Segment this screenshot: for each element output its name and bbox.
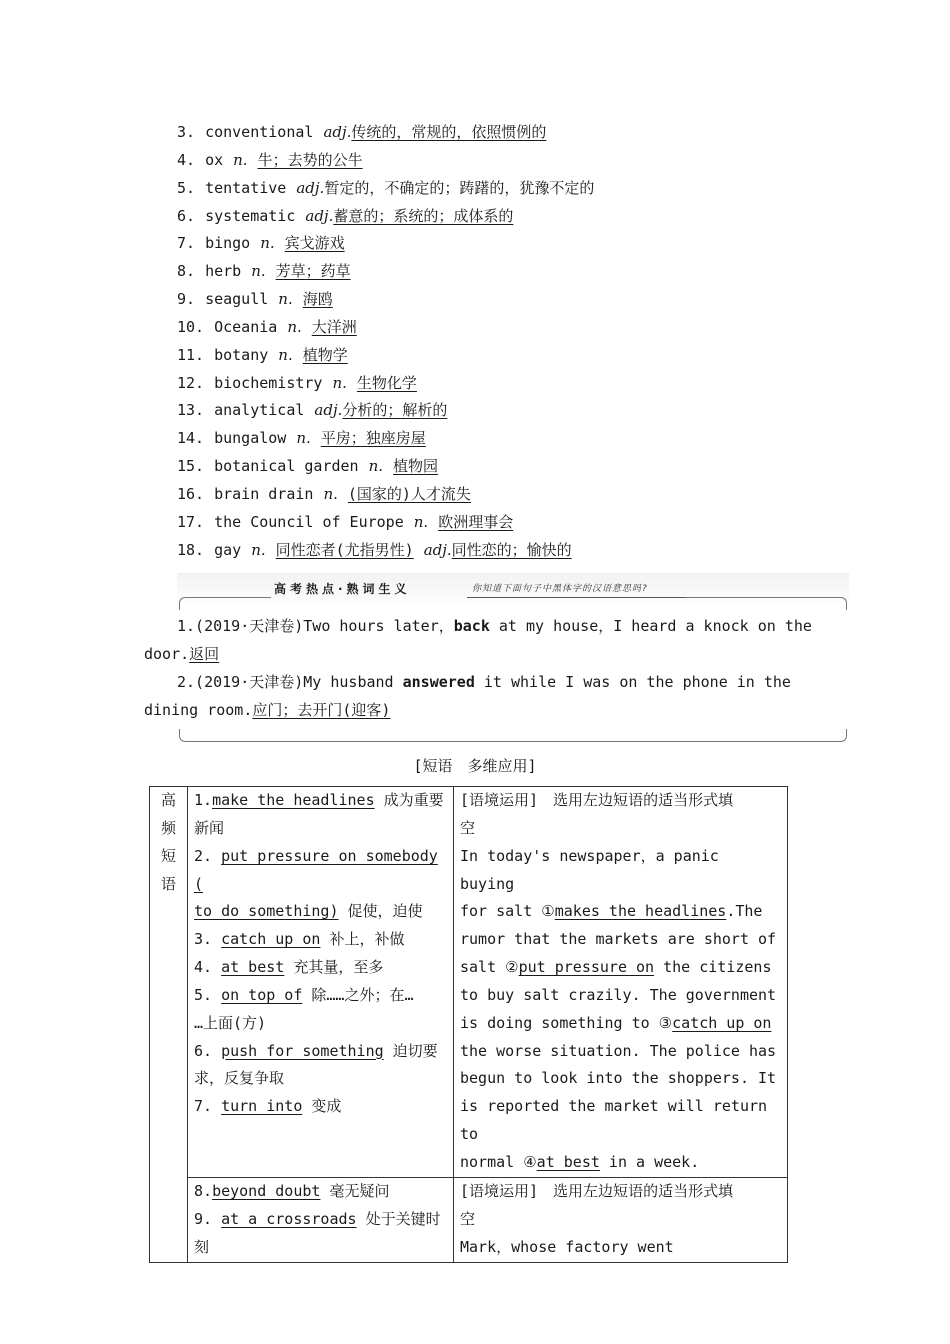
phrase-line [194, 815, 447, 843]
vocab-word: seagull [205, 290, 269, 309]
item-number: 5. [177, 178, 196, 197]
sentence-text: 1.(2019·天津卷)Two hours later， [177, 617, 454, 635]
passage-text: is reported the market will return to [460, 1097, 768, 1144]
item-number: 17. [177, 512, 205, 531]
vocab-item [177, 537, 857, 565]
subtitle-rule [467, 597, 685, 598]
part-of-speech: adj. [423, 540, 452, 559]
item-number: 4. [177, 150, 196, 169]
item-number: 3. [177, 123, 196, 141]
phrase-list-cell [188, 1177, 454, 1262]
sentence-text: door. [144, 644, 190, 663]
passage-line [460, 982, 781, 1010]
footer-line [185, 741, 841, 742]
meaning: 蓄意的；系统的；成体系的 [333, 206, 514, 225]
vocab-item [177, 175, 857, 203]
vocab-item [177, 342, 857, 370]
table-row [150, 787, 788, 1178]
header-line-left [185, 597, 271, 598]
vocab-item [177, 370, 857, 398]
phrase-meaning: 变成 [302, 1097, 342, 1116]
passage-line [460, 898, 781, 926]
item-number: 1. [194, 791, 213, 809]
part-of-speech: n. [260, 234, 275, 253]
context-exercise-cell [454, 1177, 788, 1262]
part-of-speech: adj. [323, 123, 352, 141]
item-number: 2. [194, 846, 222, 865]
passage-text: rumor that the markets are short of [460, 930, 777, 949]
meaning: 平房；独座房屋 [320, 429, 426, 448]
meaning: 分析的；解析的 [342, 401, 448, 420]
vocab-item [177, 147, 857, 175]
answer: 应门；去开门(迎客) [252, 700, 391, 719]
item-number: 14. [177, 429, 205, 448]
part-of-speech: n. [278, 345, 293, 364]
vocab-word: herb [205, 262, 242, 281]
phrase-line [194, 926, 447, 954]
phrase-line [194, 1010, 447, 1038]
part-of-speech: n. [233, 150, 248, 169]
sentence-text: dining room. [144, 700, 253, 719]
phrase-meaning: 迫切要 [383, 1041, 438, 1060]
category-cell [150, 787, 188, 1263]
vocab-word: conventional [205, 123, 314, 141]
instruction: [语境运用] 选用左边短语的适当形式填 [460, 1181, 734, 1200]
meaning: 生物化学 [356, 373, 417, 392]
hot-topic-footer [177, 726, 849, 744]
answer: at best [536, 1152, 600, 1171]
category-char: 短 [160, 846, 176, 865]
passage-line [460, 1038, 781, 1066]
meaning: 芳草；药草 [275, 262, 351, 281]
vocab-item [177, 230, 857, 258]
part-of-speech: n. [296, 429, 311, 448]
meaning: (国家的)人才流失 [347, 484, 471, 503]
phrase-line [194, 1065, 447, 1093]
passage-text: normal ④ [460, 1152, 537, 1171]
item-number: 9. [194, 1209, 222, 1228]
vocab-item [177, 509, 857, 537]
phrase-line [194, 898, 447, 926]
meaning: 牛；去势的公牛 [257, 150, 363, 169]
passage-line [460, 954, 781, 982]
phrase: on top of [221, 985, 303, 1004]
phrase-line [194, 1206, 447, 1234]
item-number: 10. [177, 317, 205, 336]
item-number: 8. [194, 1181, 213, 1200]
item-number: 4. [194, 958, 222, 977]
vocab-item [177, 453, 857, 481]
exam-sentence [144, 613, 816, 641]
answer: makes the headlines [554, 902, 727, 921]
exam-sentence-continued [144, 697, 816, 725]
passage-line [460, 1149, 781, 1177]
exam-sentence [144, 669, 816, 697]
item-number: 18. [177, 540, 205, 559]
part-of-speech: n. [413, 512, 429, 531]
passage-line [460, 926, 781, 954]
vocab-word: bingo [205, 234, 251, 253]
part-of-speech: adj. [314, 401, 343, 420]
vocab-word: systematic [205, 206, 296, 225]
part-of-speech: n. [251, 540, 266, 559]
vocab-word: botanical garden [214, 457, 359, 476]
meaning: 宾戈游戏 [284, 234, 345, 253]
part-of-speech: n. [368, 457, 384, 476]
phrase-meaning: 新闻 [194, 818, 225, 837]
phrases-table [149, 786, 788, 1263]
vocab-word: biochemistry [214, 373, 323, 392]
phrase: beyond doubt [212, 1181, 321, 1200]
item-number: 5. [194, 985, 222, 1004]
part-of-speech: n. [332, 373, 347, 392]
phrase: put pressure on somebody ( [194, 846, 438, 893]
phrase: turn into [221, 1097, 303, 1116]
sentence-text: at my house，I heard a knock on the [489, 617, 812, 635]
item-number: 9. [177, 290, 196, 309]
vocab-item [177, 425, 857, 453]
item-number: 13. [177, 401, 205, 420]
phrase-line [194, 787, 447, 815]
vocab-item [177, 481, 857, 509]
phrase: make the headlines [212, 791, 375, 809]
phrase-line [194, 1178, 447, 1206]
passage-text: .The [726, 902, 763, 921]
passage-line [460, 1010, 781, 1038]
meaning: 传统的，常规的，依照惯例的 [351, 123, 547, 141]
phrase-meaning: 成为重要 [374, 791, 444, 809]
vocabulary-list [177, 119, 857, 565]
vocab-word: Oceania [214, 317, 278, 336]
phrase-meaning: 处于关键时 [356, 1209, 441, 1228]
meaning: 欧洲理事会 [438, 512, 514, 531]
passage-text: in a week. [599, 1152, 700, 1171]
phrase-line [194, 982, 447, 1010]
item-number: 7. [194, 1097, 222, 1116]
phrase: catch up on [221, 930, 321, 949]
vocab-word: botany [214, 345, 269, 364]
phrase-meaning: 刻 [194, 1237, 210, 1256]
vocab-item [177, 397, 857, 425]
meaning: 大洋洲 [311, 317, 357, 336]
part-of-speech: n. [278, 290, 293, 309]
hot-topic-subtitle: 你知道下面句子中黑体字的汉语意思吗? [472, 584, 648, 594]
phrase-meaning: …上面(方) [194, 1013, 267, 1032]
sentence-text: it while I was on the phone in the [474, 672, 791, 691]
passage-text: begun to look into the shoppers. It [460, 1069, 777, 1088]
instruction: [语境运用] 选用左边短语的适当形式填 [460, 791, 734, 809]
passage-text: In today's newspaper，a panic buying [460, 846, 719, 893]
item-number: 6. [177, 206, 196, 225]
passage-line [460, 1065, 781, 1093]
exam-sentence-continued [144, 641, 816, 669]
item-number: 8. [177, 262, 196, 281]
part-of-speech: n. [287, 317, 302, 336]
vocab-word: brain drain [214, 484, 314, 503]
bold-word: back [453, 617, 490, 635]
passage-line [460, 843, 781, 899]
passage-text: the worse situation. The police has [460, 1041, 777, 1060]
vocab-word: ox [205, 150, 224, 169]
passage-text: salt ② [460, 958, 519, 977]
item-number: 12. [177, 373, 205, 392]
header-corner-right [840, 597, 847, 610]
vocab-item [177, 119, 857, 147]
passage-text: the citizens [654, 958, 772, 977]
hot-topic-title: 高考热点·熟词生义 [274, 582, 411, 596]
phrase-meaning: 除……之外；在… [302, 985, 414, 1004]
header-corner-left [179, 597, 186, 610]
answer: catch up on [672, 1013, 772, 1032]
footer-corner-right [840, 729, 847, 742]
answer: put pressure on [518, 958, 655, 977]
phrase-meaning: 求，反复争取 [194, 1069, 285, 1088]
phrase: to do something) [194, 902, 339, 921]
answer: 返回 [189, 644, 220, 663]
part-of-speech: n. [251, 262, 266, 281]
bold-word: answered [402, 672, 475, 691]
vocab-item [177, 314, 857, 342]
phrase-meaning: 充其量，至多 [284, 958, 384, 977]
item-number: 11. [177, 345, 205, 364]
instruction: 空 [460, 1209, 476, 1228]
vocab-item [177, 203, 857, 231]
phrase-line [194, 1093, 447, 1121]
phrase-line [194, 954, 447, 982]
passage-text: is doing something to ③ [460, 1013, 673, 1032]
vocab-word: gay [214, 540, 242, 559]
passage-text: for salt ① [460, 902, 555, 921]
vocab-word: tentative [205, 178, 287, 197]
passage-text: to buy salt crazily. The government [460, 985, 777, 1004]
phrase: at a crossroads [221, 1209, 357, 1228]
passage-line: Mark，whose factory went [460, 1237, 674, 1256]
phrase: at best [221, 958, 285, 977]
context-exercise-cell [454, 787, 788, 1178]
part-of-speech: adj. [296, 178, 325, 197]
meaning: 同性恋者(尤指男性) [275, 540, 414, 559]
part-of-speech: n. [323, 484, 338, 503]
item-number: 16. [177, 484, 205, 503]
vocab-word: bungalow [214, 429, 287, 448]
vocab-word: analytical [214, 401, 305, 420]
item-number: 3. [194, 930, 222, 949]
meaning: 植物园 [393, 457, 439, 476]
vocab-item [177, 258, 857, 286]
phrase-meaning: 毫无疑问 [320, 1181, 390, 1200]
meaning: 同性恋的；愉快的 [451, 540, 572, 559]
phrase: push for something [221, 1041, 384, 1060]
phrase-line [194, 1234, 447, 1262]
passage-line [460, 1093, 781, 1149]
phrase-line [194, 1038, 447, 1066]
part-of-speech: adj. [305, 206, 334, 225]
category-char: 频 [160, 818, 176, 837]
table-row [150, 1177, 788, 1262]
category-char: 语 [160, 874, 176, 893]
phrase-line [194, 843, 447, 899]
hot-topic-body [144, 613, 816, 724]
phrase-meaning: 补上，补做 [320, 930, 405, 949]
header-line-right [685, 597, 841, 598]
meaning: 暂定的，不确定的；踌躇的，犹豫不定的 [324, 178, 595, 197]
meaning: 植物学 [302, 345, 348, 364]
phrase-meaning: 促使，迫使 [338, 902, 423, 921]
category-char: 高 [160, 791, 176, 809]
phrases-heading: [短语 多维应用] [413, 757, 537, 775]
instruction: 空 [460, 818, 476, 837]
phrase-list-cell [188, 787, 454, 1178]
item-number: 6. [194, 1041, 222, 1060]
sentence-text: 2.(2019·天津卷)My husband [177, 672, 403, 691]
meaning: 海鸥 [302, 290, 333, 309]
vocab-item [177, 286, 857, 314]
item-number: 15. [177, 457, 205, 476]
hot-topic-header [177, 573, 849, 613]
vocab-word: the Council of Europe [214, 512, 404, 531]
item-number: 7. [177, 234, 196, 253]
